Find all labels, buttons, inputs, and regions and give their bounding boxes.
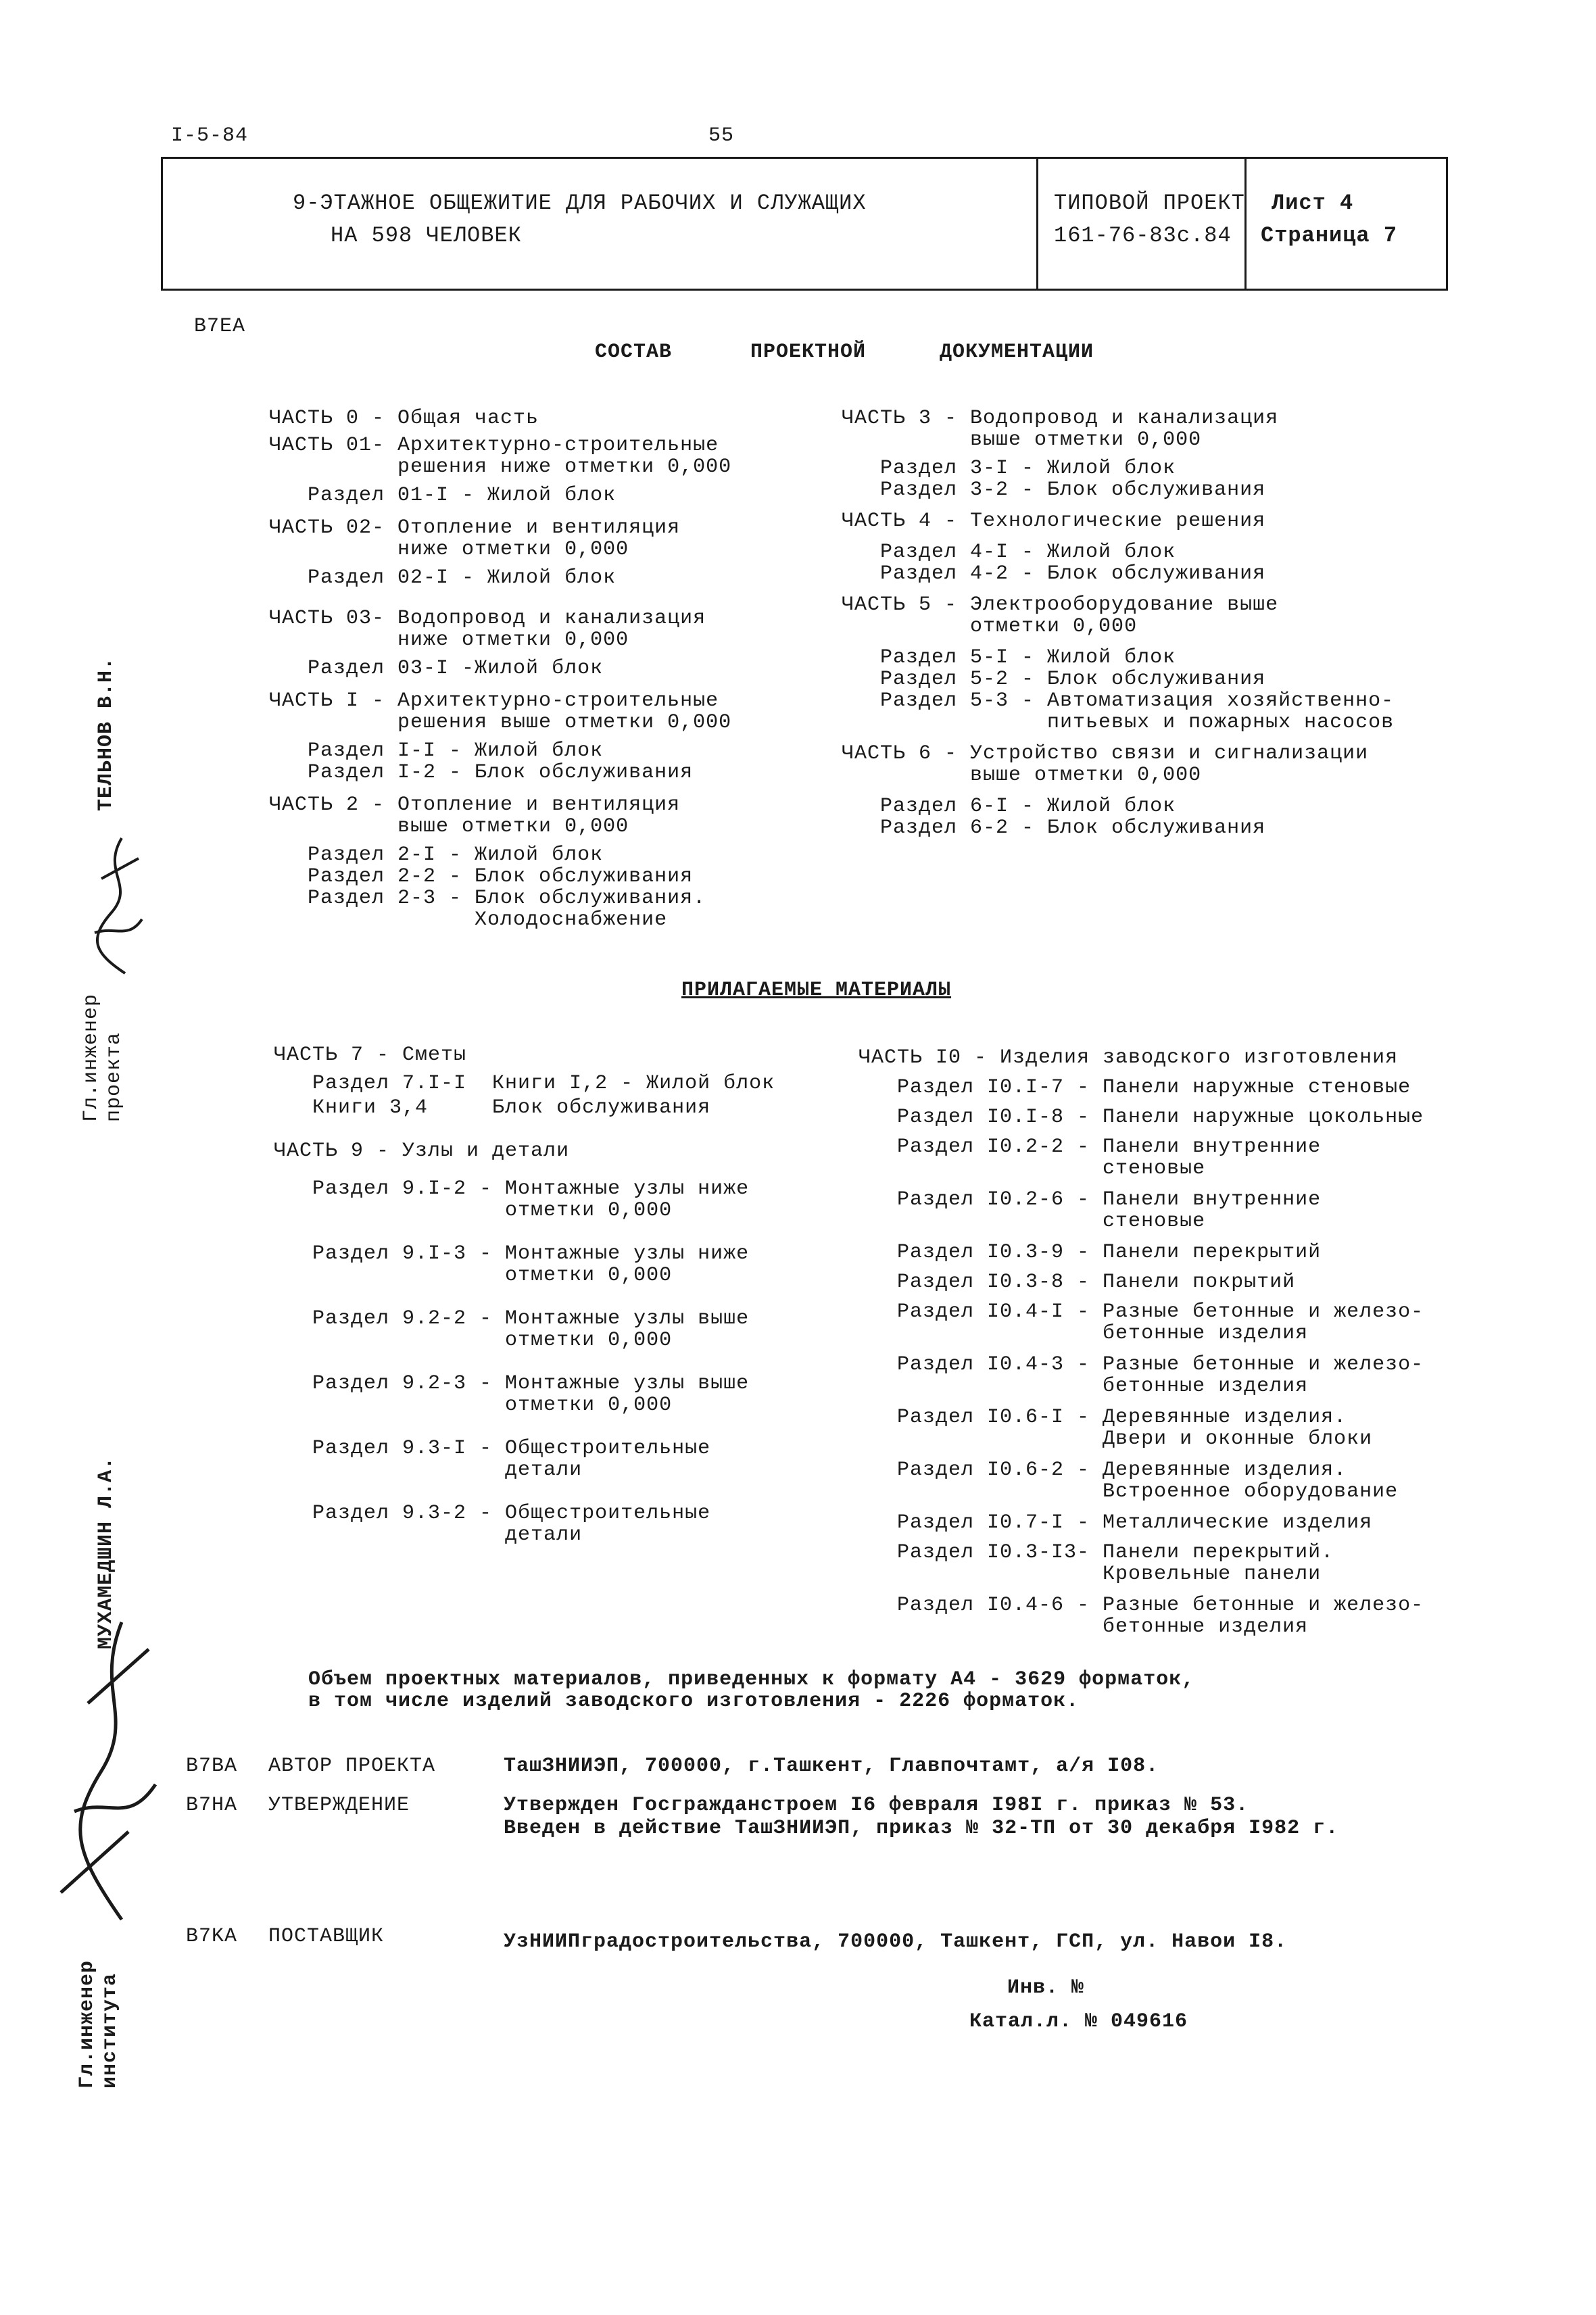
list-item: Раздел I-2 - Блок обслуживания xyxy=(269,761,694,784)
list-item: Раздел 03-I -Жилой блок xyxy=(269,657,604,680)
title-block-divider xyxy=(1036,159,1038,289)
list-item: Раздел I0.I-7 - Панели наружные стеновые xyxy=(859,1076,1411,1099)
document-title-line2: НА 598 ЧЕЛОВЕК xyxy=(331,223,522,248)
list-item: Раздел I0.7-I - Металлические изделия xyxy=(859,1511,1373,1534)
list-item: отметки 0,000 xyxy=(274,1329,673,1352)
composition-heading-1: СОСТАВ xyxy=(595,341,673,364)
list-item: бетонные изделия xyxy=(859,1615,1309,1638)
list-item: ЧАСТЬ 0 - Общая часть xyxy=(269,407,539,430)
project-label: ТИПОВОЙ ПРОЕКТ xyxy=(1054,191,1245,216)
attached-heading: ПРИЛАГАЕМЫЕ МАТЕРИАЛЫ xyxy=(681,979,952,1002)
list-item: Двери и оконные блоки xyxy=(859,1428,1373,1451)
list-item: Холодоснабжение xyxy=(269,908,668,931)
composition-heading-3: ДОКУМЕНТАЦИИ xyxy=(940,341,1094,364)
list-item: Раздел 9.2-2 - Монтажные узлы выше xyxy=(274,1307,750,1330)
list-item: Раздел 3-2 - Блок обслуживания xyxy=(842,479,1266,502)
list-item: выше отметки 0,000 xyxy=(842,764,1202,787)
list-item: Книги 3,4 Блок обслуживания xyxy=(274,1096,711,1119)
list-item: выше отметки 0,000 xyxy=(269,815,629,838)
list-item: Раздел 9.I-3 - Монтажные узлы ниже xyxy=(274,1242,750,1265)
list-item: ЧАСТЬ 2 - Отопление и вентиляция xyxy=(269,794,681,817)
composition-heading-2: ПРОЕКТНОЙ xyxy=(750,341,867,364)
list-item: ниже отметки 0,000 xyxy=(269,629,629,652)
project-number: 161-76-83с.84 xyxy=(1054,223,1232,248)
author-code: B7BA xyxy=(186,1755,238,1778)
signature-2 xyxy=(47,1609,162,1933)
list-item: Раздел 02-I - Жилой блок xyxy=(269,566,616,589)
attached-left-list xyxy=(274,1025,775,1567)
composition-left-list xyxy=(269,388,731,952)
sheet-number: Лист 4 xyxy=(1272,191,1354,216)
list-item: Раздел 7.I-I Книги I,2 - Жилой блок xyxy=(274,1072,775,1095)
volume-line2: в том числе изделий заводского изготовления - 2226 форматок. xyxy=(308,1690,1080,1713)
list-item: Раздел I0.I-8 - Панели наружные цокольные xyxy=(859,1106,1424,1129)
list-item: питьевых и пожарных насосов xyxy=(842,711,1395,734)
attached-right-list xyxy=(859,1027,1424,1659)
list-item: ЧАСТЬ 9 - Узлы и детали xyxy=(274,1140,570,1163)
supplier-code: B7KA xyxy=(186,1925,238,1948)
list-item: ЧАСТЬ 5 - Электрооборудование выше xyxy=(842,593,1279,616)
list-item: Раздел 9.I-2 - Монтажные узлы ниже xyxy=(274,1177,750,1200)
list-item: Раздел 2-I - Жилой блок xyxy=(269,844,604,867)
list-item: выше отметки 0,000 xyxy=(842,429,1202,452)
list-item: Раздел 6-2 - Блок обслуживания xyxy=(842,817,1266,839)
list-item: Раздел 5-I - Жилой блок xyxy=(842,646,1176,669)
person1-name: ТЕЛЬНОВ В.Н. xyxy=(95,656,118,811)
list-item: стеновые xyxy=(859,1210,1206,1233)
person1-role: Гл.инженер проекта xyxy=(80,993,126,1122)
list-item: ЧАСТЬ 02- Отопление и вентиляция xyxy=(269,516,681,539)
list-item: Раздел 6-I - Жилой блок xyxy=(842,795,1176,818)
list-item: ниже отметки 0,000 xyxy=(269,538,629,561)
list-item: решения выше отметки 0,000 xyxy=(269,711,732,734)
list-item: бетонные изделия xyxy=(859,1375,1309,1398)
list-item: ЧАСТЬ 7 - Сметы xyxy=(274,1044,467,1067)
supplier-text: УзНИИПградостроительства, 700000, Ташкент, ГСП, ул. Навои I8. xyxy=(504,1930,1288,1953)
list-item: ЧАСТЬ I0 - Изделия заводского изготовления xyxy=(859,1046,1399,1069)
list-item: Раздел I0.2-6 - Панели внутренние xyxy=(859,1188,1322,1211)
list-item: Встроенное оборудование xyxy=(859,1480,1399,1503)
list-item: стеновые xyxy=(859,1157,1206,1180)
list-item: детали xyxy=(274,1524,583,1546)
list-item: ЧАСТЬ 3 - Водопровод и канализация xyxy=(842,407,1279,430)
list-item: Раздел I0.4-I - Разные бетонные и железо- xyxy=(859,1300,1424,1323)
list-item: отметки 0,000 xyxy=(274,1199,673,1222)
list-item: Раздел I0.4-3 - Разные бетонные и железо- xyxy=(859,1353,1424,1376)
approval-label: УТВЕРЖДЕНИЕ xyxy=(268,1794,410,1817)
inventory-number: Инв. № xyxy=(1007,1976,1085,1999)
list-item: Раздел I0.3-I3- Панели перекрытий. xyxy=(859,1541,1334,1564)
list-item: отметки 0,000 xyxy=(842,615,1138,638)
list-item: решения ниже отметки 0,000 xyxy=(269,456,732,479)
approval-line1: Утвержден Госгражданстроем I6 февраля I98I г. приказ № 53. xyxy=(504,1794,1249,1817)
list-item: Раздел 01-I - Жилой блок xyxy=(269,484,616,507)
list-item: ЧАСТЬ 03- Водопровод и канализация xyxy=(269,607,706,630)
author-label: АВТОР ПРОЕКТА xyxy=(268,1755,436,1778)
list-item: Раздел 5-2 - Блок обслуживания xyxy=(842,668,1266,691)
author-text: ТашЗНИИЭП, 700000, г.Ташкент, Главпочтамт, а/я I08. xyxy=(504,1755,1159,1778)
list-item: ЧАСТЬ 4 - Технологические решения xyxy=(842,510,1266,533)
list-item: Кровельные панели xyxy=(859,1563,1322,1586)
volume-line1: Объем проектных материалов, приведенных к формату А4 - 3629 форматок, xyxy=(308,1668,1195,1691)
person2-name: МУХАМЕДШИН Л.А. xyxy=(95,1456,118,1649)
list-item: Раздел 2-3 - Блок обслуживания. xyxy=(269,887,706,910)
list-item: Раздел 9.2-3 - Монтажные узлы выше xyxy=(274,1372,750,1395)
list-item: Раздел 4-2 - Блок обслуживания xyxy=(842,562,1266,585)
title-block-divider xyxy=(1244,159,1247,289)
list-item: Раздел 9.3-2 - Общестроительные xyxy=(274,1502,711,1525)
list-item: Раздел 4-I - Жилой блок xyxy=(842,541,1176,564)
list-item: отметки 0,000 xyxy=(274,1394,673,1417)
composition-right-list xyxy=(842,388,1394,860)
list-item: детали xyxy=(274,1459,583,1482)
list-item: ЧАСТЬ 01- Архитектурно-строительные xyxy=(269,434,719,457)
list-item: Раздел I0.4-6 - Разные бетонные и железо- xyxy=(859,1594,1424,1617)
list-item: Раздел I0.3-8 - Панели покрытий xyxy=(859,1271,1296,1294)
page-label: Страница 7 xyxy=(1261,223,1398,248)
approval-line2: Введен в действие ТашЗНИИЭП, приказ № 32-ТП от 30 декабря I982 г. xyxy=(504,1817,1339,1840)
margin-code: B7EA xyxy=(194,315,246,338)
catalog-number: Катал.л. № 049616 xyxy=(969,2010,1188,2033)
title-block xyxy=(161,157,1448,291)
list-item: Раздел I0.6-2 - Деревянные изделия. xyxy=(859,1459,1347,1482)
signature-1 xyxy=(74,831,155,987)
approval-code: B7HA xyxy=(186,1794,238,1817)
page-number: 55 xyxy=(708,124,735,147)
list-item: Раздел I0.3-9 - Панели перекрытий xyxy=(859,1241,1322,1264)
person2-role: Гл.инженер института xyxy=(76,1959,122,2089)
list-item: Раздел 9.3-I - Общестроительные xyxy=(274,1437,711,1460)
list-item: Раздел 3-I - Жилой блок xyxy=(842,457,1176,480)
document-code: I-5-84 xyxy=(171,124,249,147)
list-item: Раздел 5-3 - Автоматизация хозяйственно- xyxy=(842,689,1395,712)
list-item: Раздел I0.6-I - Деревянные изделия. xyxy=(859,1406,1347,1429)
list-item: ЧАСТЬ I - Архитектурно-строительные xyxy=(269,689,719,712)
document-title-line1: 9-ЭТАЖНОЕ ОБЩЕЖИТИЕ ДЛЯ РАБОЧИХ И СЛУЖАЩИХ xyxy=(293,191,867,216)
supplier-label: ПОСТАВЩИК xyxy=(268,1925,385,1948)
list-item: ЧАСТЬ 6 - Устройство связи и сигнализации xyxy=(842,742,1369,765)
list-item: Раздел I-I - Жилой блок xyxy=(269,739,604,762)
list-item: отметки 0,000 xyxy=(274,1264,673,1287)
list-item: Раздел 2-2 - Блок обслуживания xyxy=(269,865,694,888)
list-item: Раздел I0.2-2 - Панели внутренние xyxy=(859,1136,1322,1159)
list-item: бетонные изделия xyxy=(859,1322,1309,1345)
